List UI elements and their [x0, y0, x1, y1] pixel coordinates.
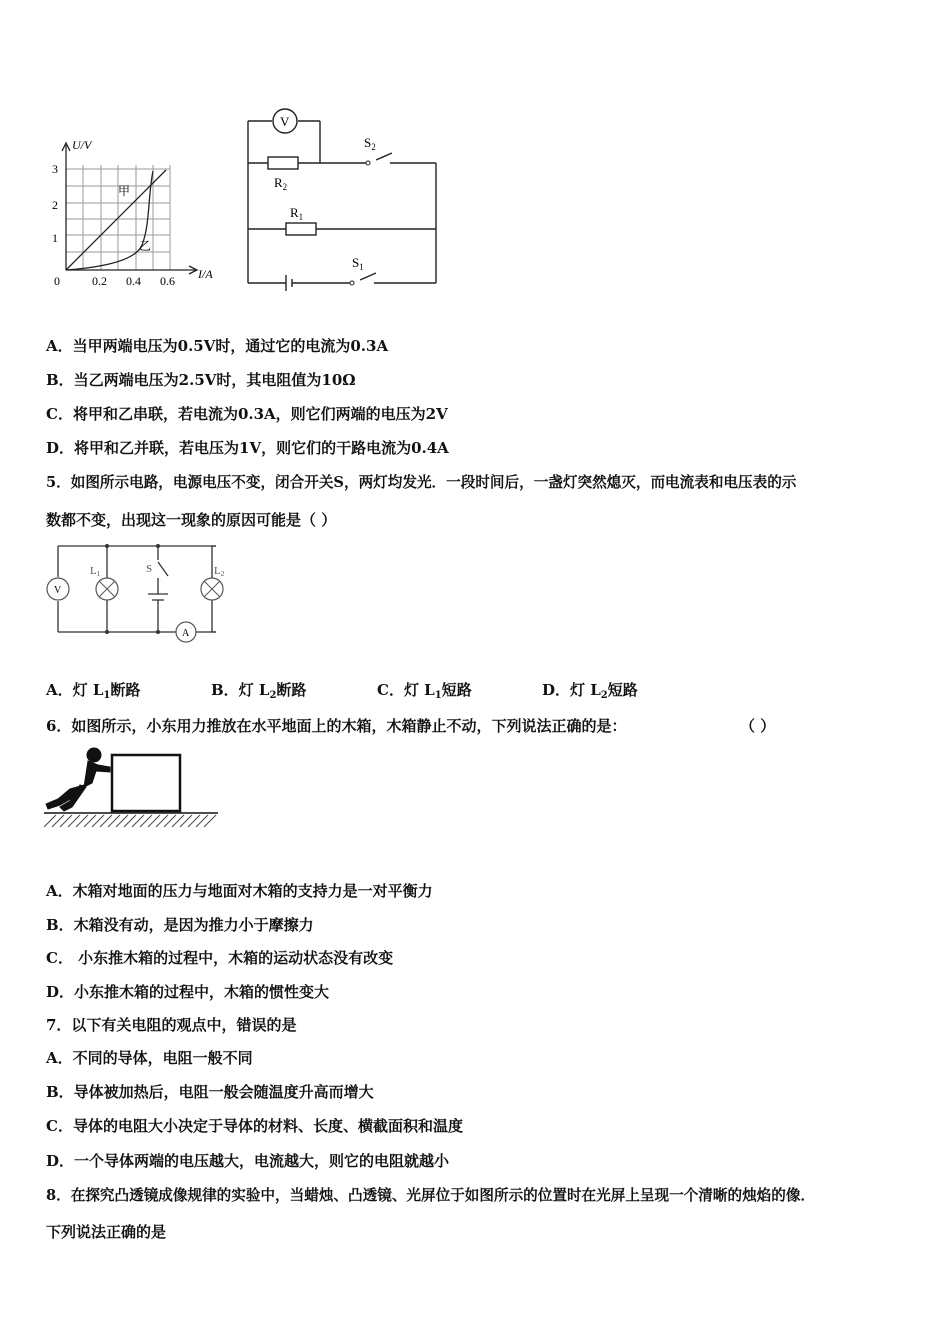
s2-label: [364, 135, 376, 152]
q7-option-d: D．一个导体两端的电压越大，电流越大，则它的电阻就越小: [46, 1152, 450, 1170]
r1-letter: R: [290, 205, 299, 220]
y-axis-label: U/V: [72, 138, 92, 152]
s2-sub: 2: [371, 142, 376, 152]
q6-stem: [46, 716, 776, 736]
curve-yi-label: 乙: [139, 239, 152, 253]
lamp-l1-icon: [96, 578, 118, 600]
q6-option-b: B．木箱没有动，是因为推力小于摩擦力: [46, 916, 314, 934]
q5-option-b: B．灯 $L_2$断路: [211, 681, 307, 701]
q5-option-a: A．灯 $L_1$断路: [46, 681, 141, 701]
q6-paren: （ ）: [740, 717, 776, 735]
s1-sub: 1: [359, 262, 364, 272]
curve-jia-label: 甲: [118, 184, 131, 198]
q8-stem-line2: 下列说法正确的是: [46, 1223, 167, 1241]
q5-stem-line1: 5．如图所示电路，电源电压不变，闭合开关S，两灯均发光．一段时间后，一盏灯突然熄灭，而电流表和电压表的示: [46, 474, 797, 491]
circuit-2: [44, 540, 244, 645]
u-i-graph: [46, 135, 226, 295]
q5-stem-line2: 数都不变，出现这一现象的原因可能是（ ）: [46, 511, 337, 529]
x-axis-label: I/A: [198, 267, 213, 281]
q5-option-d: D．灯 $L_2$短路: [542, 681, 638, 701]
q4-option-b: B．当乙两端电压为2.5V时，其电阻值为10Ω: [46, 371, 356, 389]
q7-option-c: C．导体的电阻大小决定于导体的材料、长度、横截面积和温度: [46, 1117, 463, 1135]
lamp-l2-icon: [201, 578, 223, 600]
circuit-1: [240, 105, 450, 295]
q6-option-d: D．小东推木箱的过程中，木箱的惯性变大: [46, 983, 330, 1001]
s1-label: [352, 255, 364, 272]
wooden-box: [112, 755, 180, 811]
l1-letter: L: [90, 565, 97, 577]
y-tick-1: 1: [52, 231, 58, 245]
q5-option-c: C．灯 $L_1$短路: [377, 681, 472, 701]
q6-option-c: C． 小东推木箱的过程中，木箱的运动状态没有改变: [46, 949, 394, 967]
y-tick-2: 2: [52, 198, 58, 212]
r1-label: [290, 205, 303, 222]
q7-stem: 7．以下有关电阻的观点中，错误的是: [46, 1016, 297, 1034]
l2-label: [214, 565, 225, 578]
l1-label: [90, 565, 101, 578]
r2-label: [274, 175, 287, 192]
q4-option-c: C．将甲和乙串联，若电流为0.3A，则它们两端的电压为2V: [46, 405, 448, 423]
q4-option-d: D．将甲和乙并联，若电压为1V，则它们的干路电流为0.4A: [46, 439, 449, 457]
q7-option-b: B．导体被加热后，电阻一般会随温度升高而增大: [46, 1083, 374, 1101]
r1-sub: 1: [298, 212, 304, 222]
q5-options: [46, 679, 638, 701]
y-tick-3: 3: [52, 162, 58, 176]
q7-option-a: A．不同的导体，电阻一般不同: [46, 1049, 253, 1067]
ammeter-label: A: [182, 628, 190, 639]
l2-letter: L: [214, 565, 221, 577]
q6-option-a: A．木箱对地面的压力与地面对木箱的支持力是一对平衡力: [46, 882, 433, 900]
resistor-r1: [286, 223, 316, 235]
x-tick-0-4: 0.4: [126, 274, 141, 288]
q6-stem-text: 6．如图所示，小东用力推放在水平地面上的木箱，木箱静止不动，下列说法正确的是：: [46, 717, 627, 735]
r2-letter: R: [274, 175, 283, 190]
x-tick-0-6: 0.6: [160, 274, 175, 288]
q4-option-a: A．当甲两端电压为0.5V时，通过它的电流为0.3A: [46, 337, 389, 355]
s-label: S: [146, 563, 153, 575]
r2-sub: 2: [282, 182, 288, 192]
s2-letter: S: [364, 135, 372, 150]
l1-sub: 1: [96, 570, 101, 578]
q8-stem-line1: 8．在探究凸透镜成像规律的实验中，当蜡烛、凸透镜、光屏位于如图所示的位置时在光屏上呈现一个清晰的烛焰的像．: [46, 1187, 816, 1204]
x-tick-0-2: 0.2: [92, 274, 107, 288]
voltmeter-label: V: [54, 585, 62, 596]
x-tick-0: 0: [54, 274, 60, 288]
l2-sub: 2: [220, 570, 225, 578]
s1-letter: S: [352, 255, 360, 270]
push-box-figure: [44, 743, 220, 833]
person-pushing-icon: [46, 748, 110, 811]
voltmeter-label: V: [280, 114, 290, 129]
resistor-r2: [268, 157, 298, 169]
